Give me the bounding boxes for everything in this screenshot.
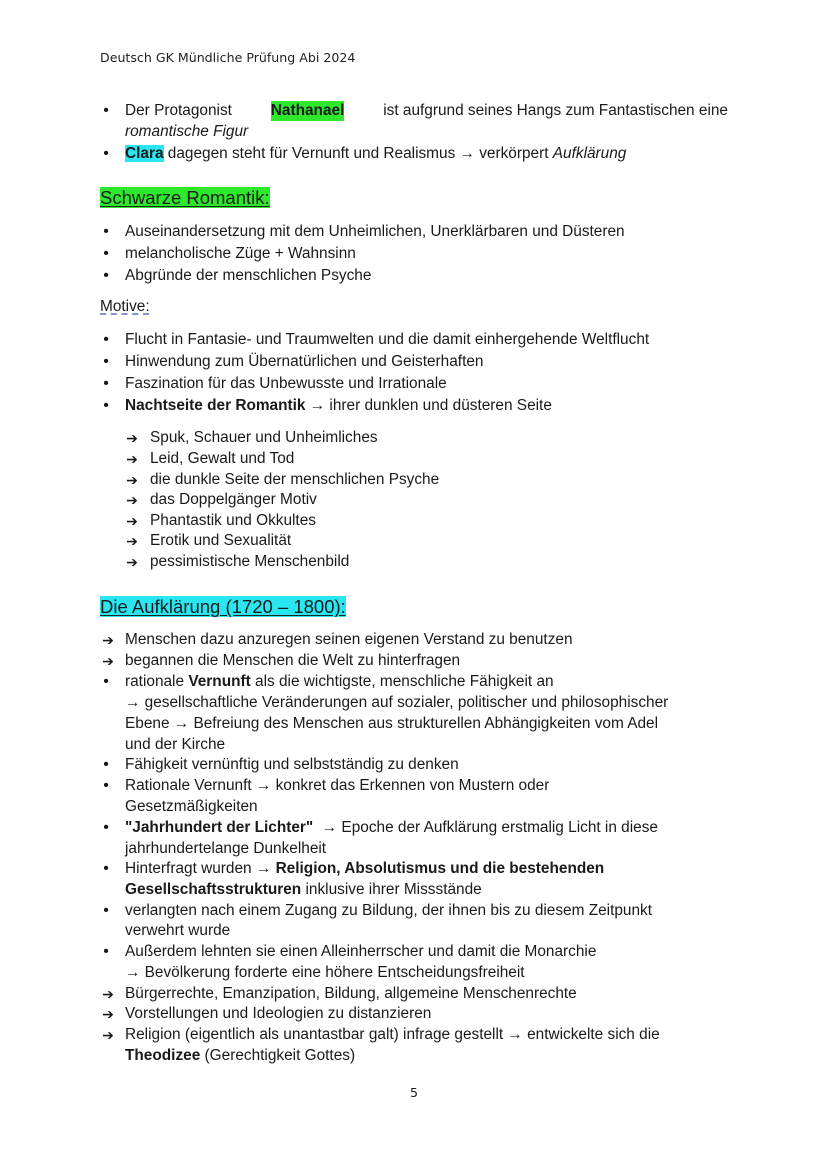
bullet-icon: • — [103, 102, 109, 119]
bullet-icon: • — [103, 673, 109, 690]
arrow-icon: ➔ — [126, 533, 138, 549]
text: verkörpert — [479, 145, 549, 162]
arrow-icon: ➔ — [126, 472, 138, 488]
text: jahrhundertelange Dunkelheit — [125, 840, 327, 857]
text: dagegen steht für Vernunft und Realismus — [167, 145, 456, 162]
text: Religion, Absolutismus und die bestehenden — [275, 860, 605, 877]
arrow-icon: ➔ — [126, 513, 138, 529]
text: verwehrt wurde — [125, 922, 231, 939]
page-header: Deutsch GK Mündliche Prüfung Abi 2024 — [100, 50, 356, 65]
bullet-icon: • — [103, 819, 109, 836]
text: Theodizee — [125, 1047, 201, 1064]
bullet-icon: • — [103, 902, 109, 919]
highlight-nathanael: Nathanael — [270, 102, 345, 119]
text: als die wichtigste, menschliche Fähigkeit an — [255, 673, 554, 690]
text: ist aufgrund seines Hangs zum Fantastischen eine — [383, 102, 728, 119]
text: (Gerechtigkeit Gottes) — [204, 1047, 356, 1064]
section-heading-schwarze-romantik: Schwarze Romantik: — [100, 187, 270, 208]
bullet-icon: • — [103, 397, 109, 414]
bullet-icon: • — [103, 375, 109, 392]
bullet-icon: • — [103, 223, 109, 240]
text: Hinterfragt wurden → — [125, 860, 272, 877]
bullet-icon: • — [103, 777, 109, 794]
text: Aufklärung — [552, 145, 627, 162]
arrow-icon: ➔ — [102, 632, 114, 648]
arrow-icon: ➔ — [126, 554, 138, 570]
text: Gesellschaftsstrukturen — [125, 881, 302, 898]
arrow-icon: ➔ — [126, 430, 138, 446]
subheading-motive: Motive: — [100, 298, 150, 315]
arrow-icon: ➔ — [102, 1027, 114, 1043]
text: → gesellschaftliche Veränderungen auf sozialer, politischer und philosophischer — [125, 694, 669, 711]
bullet-icon: • — [103, 331, 109, 348]
section-heading-aufklaerung: Die Aufklärung (1720 – 1800): — [100, 596, 346, 617]
arrow-icon: ➔ — [102, 1006, 114, 1022]
bullet-icon: • — [103, 756, 109, 773]
text: rationale — [125, 673, 185, 690]
page-number: 5 — [409, 1085, 418, 1100]
text: Gesetzmäßigkeiten — [125, 798, 258, 815]
text: inklusive ihrer Missstände — [305, 881, 482, 898]
arrow-icon: ➔ — [126, 492, 138, 508]
text: → Epoche der Aufklärung erstmalig Licht in diese — [321, 819, 658, 836]
text: → Bevölkerung forderte eine höhere Entscheidungsfreiheit — [125, 964, 525, 981]
text: romantische Figur — [125, 123, 249, 140]
arrow-icon: ➔ — [102, 653, 114, 669]
highlight-clara: Clara — [125, 145, 164, 162]
bullet-icon: • — [103, 943, 109, 960]
bullet-icon: • — [103, 145, 109, 162]
text: "Jahrhundert der Lichter" — [125, 819, 314, 836]
bullet-icon: • — [103, 245, 109, 262]
text: und der Kirche — [125, 736, 226, 753]
arrow-icon: → — [459, 145, 475, 162]
text: Ebene → Befreiung des Menschen aus strukturellen Abhängigkeiten vom Adel — [125, 715, 659, 732]
text: Vernunft — [188, 673, 251, 690]
bullet-icon: • — [103, 353, 109, 370]
text: Nachtseite der Romantik — [125, 397, 306, 414]
text: ihrer dunklen und düsteren Seite — [329, 397, 552, 414]
bullet-icon: • — [103, 267, 109, 284]
arrow-icon: ➔ — [102, 986, 114, 1002]
text: Der Protagonist — [125, 102, 232, 119]
arrow-icon: → — [309, 397, 326, 414]
arrow-icon: ➔ — [126, 451, 138, 467]
bullet-icon: • — [103, 860, 109, 877]
